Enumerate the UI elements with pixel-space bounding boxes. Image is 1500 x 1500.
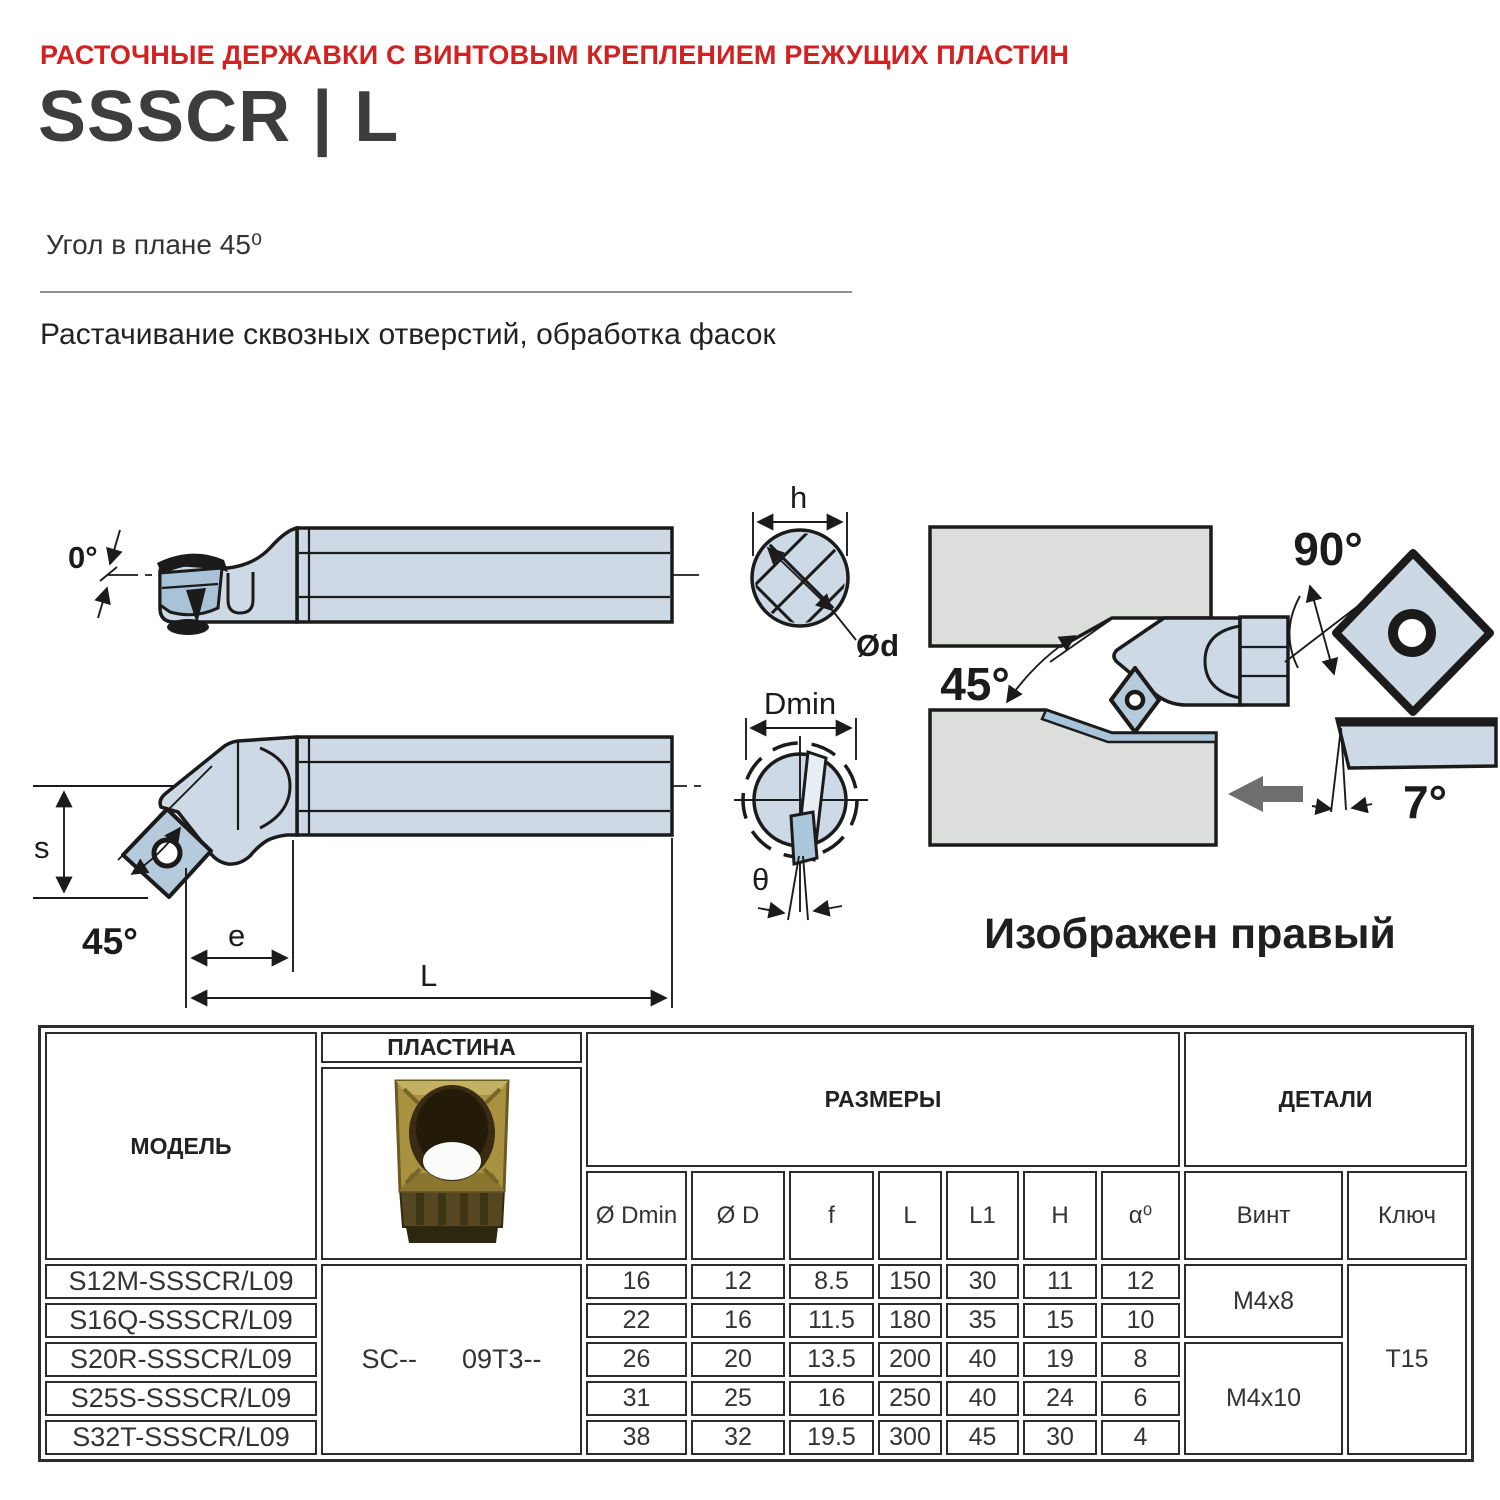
- label-dmin: Dmin: [763, 686, 837, 721]
- label-od: Ød: [856, 628, 900, 663]
- cell-a: 6: [1101, 1381, 1180, 1416]
- label-h: h: [790, 480, 808, 515]
- cell-f: 16: [789, 1381, 874, 1416]
- application-description: Растачивание сквозных отверстий, обработка фасок: [40, 318, 776, 351]
- label-zero-deg: 0°: [68, 540, 98, 575]
- header-f: f: [789, 1171, 874, 1260]
- cell-h: 19: [1023, 1342, 1097, 1377]
- cell-h: 11: [1023, 1264, 1097, 1299]
- cell-model: S20R-SSSCR/L09: [45, 1342, 317, 1377]
- header-alpha: α⁰: [1101, 1171, 1180, 1260]
- cell-dmin: 38: [586, 1420, 687, 1455]
- cell-f: 19.5: [789, 1420, 874, 1455]
- side-view-top: [68, 528, 706, 635]
- cell-d: 12: [691, 1264, 785, 1299]
- cell-h: 30: [1023, 1420, 1097, 1455]
- cell-dmin: 22: [586, 1303, 687, 1338]
- cell-f: 8.5: [789, 1264, 874, 1299]
- cell-model: S12M-SSSCR/L09: [45, 1264, 317, 1299]
- cell-d: 32: [691, 1420, 785, 1455]
- cell-a: 8: [1101, 1342, 1180, 1377]
- diagram-caption: Изображен правый: [984, 910, 1396, 958]
- cell-screw: M4x10: [1184, 1342, 1343, 1455]
- cell-a: 4: [1101, 1420, 1180, 1455]
- header-l1: L1: [946, 1171, 1019, 1260]
- application-illustration: [930, 523, 1496, 958]
- cell-f: 13.5: [789, 1342, 874, 1377]
- header-key: Ключ: [1347, 1171, 1467, 1260]
- label-e: e: [228, 918, 246, 953]
- header-l: L: [878, 1171, 942, 1260]
- table-row: [45, 1264, 1467, 1299]
- label-7deg: 7°: [1403, 776, 1447, 828]
- cell-l1: 30: [946, 1264, 1019, 1299]
- side-view-bottom: [33, 737, 706, 1008]
- cell-dmin: 31: [586, 1381, 687, 1416]
- table-row: [45, 1342, 1467, 1377]
- cell-d: 25: [691, 1381, 785, 1416]
- header-d: Ø D: [691, 1171, 785, 1260]
- label-L: L: [420, 958, 438, 993]
- cell-screw: M4x8: [1184, 1264, 1343, 1338]
- cell-dmin: 26: [586, 1342, 687, 1377]
- cell-a: 12: [1101, 1264, 1180, 1299]
- insert-photo: [376, 1069, 528, 1251]
- cell-l1: 40: [946, 1381, 1019, 1416]
- header-plate: ПЛАСТИНА: [321, 1032, 582, 1063]
- label-theta: θ: [752, 862, 770, 897]
- feed-arrow-icon: [1228, 776, 1303, 812]
- header-screw: Винт: [1184, 1171, 1343, 1260]
- cell-l1: 40: [946, 1342, 1019, 1377]
- label-45deg-left: 45°: [82, 921, 138, 962]
- cell-l: 300: [878, 1420, 942, 1455]
- cell-h: 15: [1023, 1303, 1097, 1338]
- spec-table: [38, 1025, 1474, 1462]
- cell-l: 200: [878, 1342, 942, 1377]
- cell-h: 24: [1023, 1381, 1097, 1416]
- section-circle-h: [675, 470, 900, 680]
- header-dmin: Ø Dmin: [586, 1171, 687, 1260]
- tool-diagram: [0, 460, 1500, 1020]
- plan-angle-subtitle: Угол в плане 45⁰: [46, 229, 263, 260]
- header-h: H: [1023, 1171, 1097, 1260]
- cell-plate-code: SC-- 09T3--: [321, 1264, 582, 1455]
- cell-key: T15: [1347, 1264, 1467, 1455]
- label-45deg-main: 45°: [940, 658, 1010, 710]
- header-model: МОДЕЛЬ: [45, 1032, 317, 1260]
- section-circle-dmin: [734, 686, 868, 920]
- cell-l1: 35: [946, 1303, 1019, 1338]
- cell-l: 250: [878, 1381, 942, 1416]
- cell-d: 16: [691, 1303, 785, 1338]
- page-title: SSSCR | L: [38, 77, 400, 157]
- cell-dmin: 16: [586, 1264, 687, 1299]
- cell-f: 11.5: [789, 1303, 874, 1338]
- cell-a: 10: [1101, 1303, 1180, 1338]
- label-s: s: [34, 830, 50, 865]
- cell-l: 180: [878, 1303, 942, 1338]
- insert-photo-cell: [321, 1067, 582, 1260]
- cell-d: 20: [691, 1342, 785, 1377]
- cell-model: S16Q-SSSCR/L09: [45, 1303, 317, 1338]
- cell-model: S32T-SSSCR/L09: [45, 1420, 317, 1455]
- cell-model: S25S-SSSCR/L09: [45, 1381, 317, 1416]
- label-90deg: 90°: [1293, 523, 1363, 575]
- header-sizes: РАЗМЕРЫ: [586, 1032, 1180, 1167]
- cell-l1: 45: [946, 1420, 1019, 1455]
- page-kicker: РАСТОЧНЫЕ ДЕРЖАВКИ С ВИНТОВЫМ КРЕПЛЕНИЕМ РЕЖУЩИХ ПЛАСТИН: [40, 40, 1070, 70]
- divider: [40, 291, 852, 293]
- header-details: ДЕТАЛИ: [1184, 1032, 1467, 1167]
- cell-l: 150: [878, 1264, 942, 1299]
